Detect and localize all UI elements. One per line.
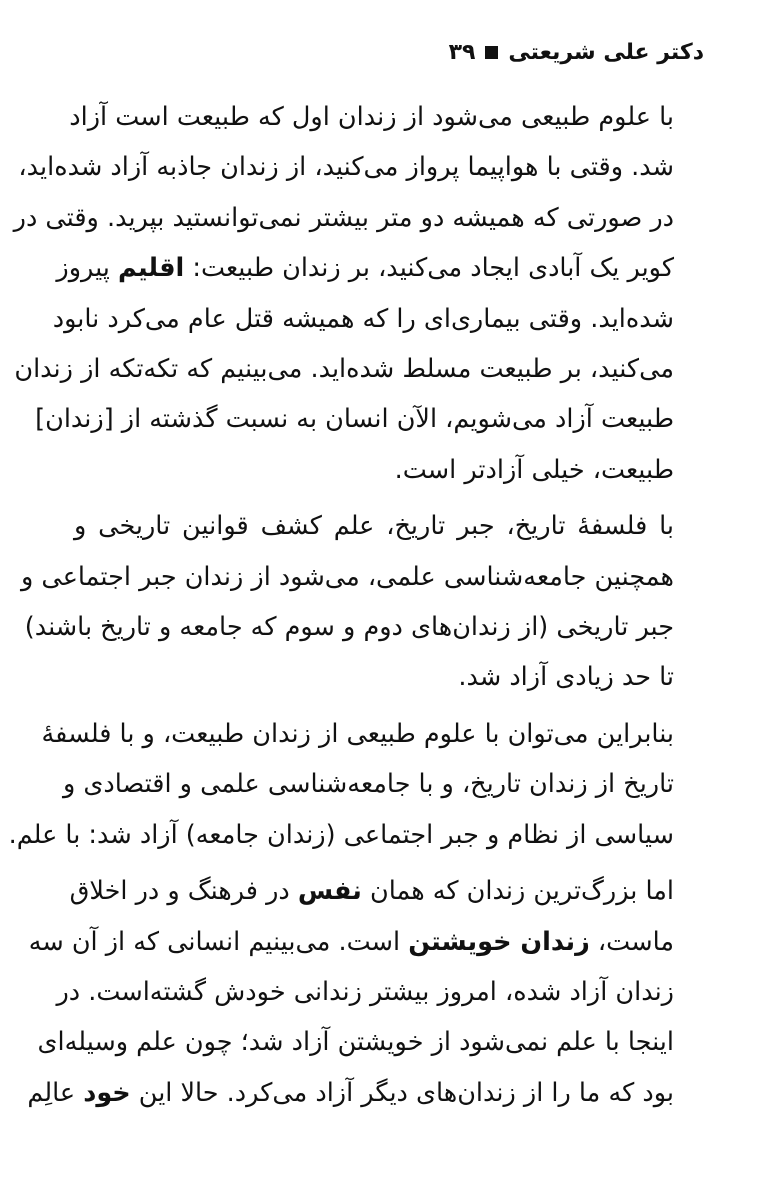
paragraph: [27, 866, 704, 1118]
paragraph: [13, 92, 704, 495]
text-run: شده‌اید. وقتی بیماری‌ای را که همیشه قتل عام می‌کرد نابود: [52, 303, 674, 334]
text-line: [21, 552, 704, 602]
text-run: با فلسفهٔ تاریخ، جبر تاریخ، علم کشف قوانین تاریخی و: [74, 511, 674, 542]
text-line: [74, 445, 704, 495]
text-run: زندان آزاد شده، امروز بیشتر زندانی خودش گشته‌است. در: [56, 976, 674, 1007]
text-line: [74, 652, 704, 702]
text-run: جبر تاریخی (از زندان‌های دوم و سوم که جامعه و تاریخ باشند): [24, 612, 674, 643]
text-line: [52, 294, 704, 344]
text-run: در فرهنگ و در اخلاق: [69, 876, 298, 907]
text-run: سیاسی از نظام و جبر اجتماعی (زندان جامعه) آزاد شد: با علم.: [8, 819, 674, 850]
text-run: همچنین جامعه‌شناسی علمی، می‌شود از زندان جبر اجتماعی و: [21, 561, 674, 592]
text-run: کویر یک آبادی ایجاد می‌کنید، بر زندان طبیعت:: [184, 253, 674, 284]
text-line: [18, 142, 704, 192]
text-line: [56, 967, 704, 1017]
bold-term: اقلیم: [118, 253, 185, 284]
bold-term: خود: [83, 1077, 131, 1108]
page-header: [449, 40, 704, 65]
text-line: [13, 193, 704, 243]
text-run: بود که ما را از زندان‌های دیگر آزاد می‌کرد. حالا این: [130, 1077, 674, 1108]
text-run: می‌کنید، بر طبیعت مسلط شده‌اید. می‌بینیم که تکه‌تکه از زندان: [14, 354, 674, 385]
text-run: با علوم طبیعی می‌شود از زندان اول که طبیعت است آزاد: [69, 102, 674, 132]
text-run: طبیعت، خیلی آزادتر است.: [394, 454, 674, 485]
text-line: [35, 394, 704, 444]
text-line: [62, 759, 704, 809]
text-line: [56, 243, 704, 293]
text-run: است. می‌بینیم انسانی که از آن سه: [28, 926, 409, 957]
text-line: [24, 602, 704, 652]
text-line: [14, 344, 704, 394]
header-author: دکتر علی شریعتی: [508, 40, 704, 65]
text-line: [8, 810, 704, 860]
text-run: بنابراین می‌توان با علوم طبیعی از زندان طبیعت، و با فلسفهٔ: [41, 718, 674, 749]
text-run: تاریخ از زندان تاریخ، و با جامعه‌شناسی علمی و اقتصادی و: [62, 769, 674, 800]
paragraph: [8, 709, 704, 860]
text-line: [69, 866, 704, 916]
text-line: [41, 709, 704, 759]
text-run: پیروز: [56, 253, 118, 284]
text-run: طبیعت آزاد می‌شویم، الآن انسان به نسبت گذشته از [زندان]: [35, 404, 674, 435]
text-run: اینجا با علم نمی‌شود از خویشتن آزاد شد؛ چون علم وسیله‌ای: [37, 1027, 674, 1058]
text-line: [37, 1017, 704, 1067]
text-line: [74, 501, 704, 551]
text-line: [27, 1068, 704, 1118]
text-run: تا حد زیادی آزاد شد.: [458, 662, 674, 693]
text-run: اما بزرگ‌ترین زندان که همان: [361, 876, 674, 907]
text-run: ماست،: [589, 926, 674, 957]
separator-square-icon: [485, 46, 498, 59]
body-text: [8, 92, 704, 1124]
text-line: [69, 92, 704, 142]
text-run: شد. وقتی با هواپیما پرواز می‌کنید، از زندان جاذبه آزاد شده‌اید،: [18, 152, 674, 183]
text-line: [28, 917, 704, 967]
paragraph: [21, 501, 704, 703]
text-run: عالِم: [27, 1077, 84, 1108]
text-run: در صورتی که همیشه دو متر بیشتر نمی‌توانستید بپرید. وقتی در: [13, 202, 674, 233]
bold-term: زندان خویشتن: [408, 926, 590, 957]
bold-term: نفس: [297, 876, 362, 907]
page-number: ۳۹: [448, 40, 476, 65]
